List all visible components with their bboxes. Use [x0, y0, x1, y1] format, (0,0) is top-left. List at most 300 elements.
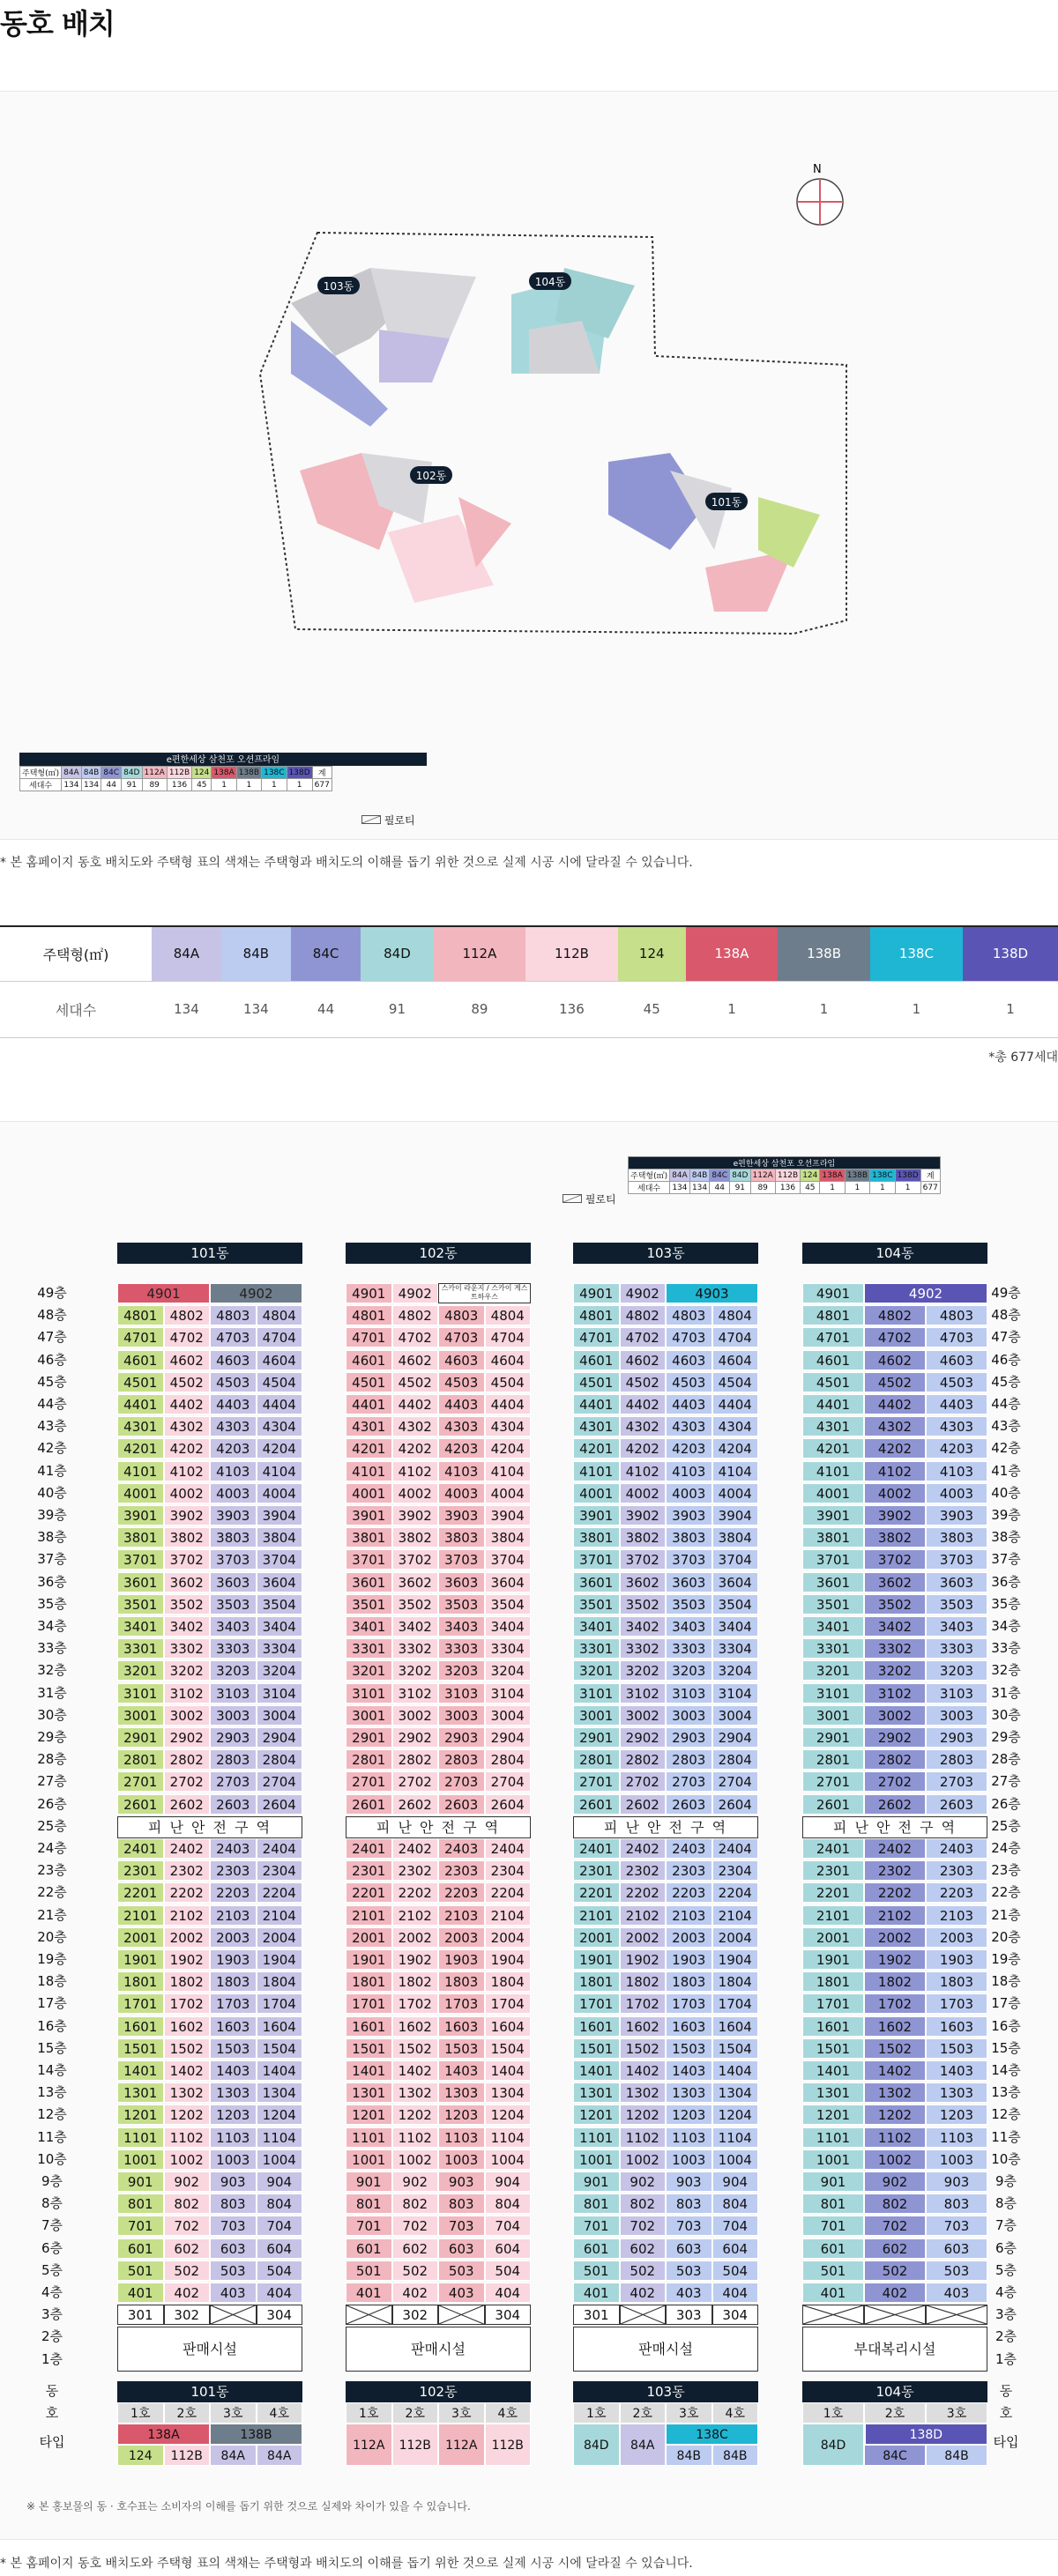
unit-cell: 1201: [802, 2105, 864, 2125]
unit-cell: 503: [666, 2260, 712, 2281]
unit-cell: 4503: [926, 1372, 987, 1392]
unit-cell: 3104: [712, 1683, 759, 1704]
unit-cell: 603: [926, 2238, 987, 2259]
ho-cell: 3호: [666, 2402, 712, 2424]
unit-cell: 2904: [485, 1727, 532, 1748]
ho-cell: 4호: [257, 2402, 303, 2424]
floor-label: 12층: [37, 2106, 67, 2123]
legend-count: 89: [750, 1182, 775, 1194]
type-table-label: 동: [45, 2383, 59, 2399]
unit-cell: 1004: [712, 2149, 759, 2170]
unit-cell: 504: [485, 2260, 532, 2281]
unit-cell: 1004: [485, 2149, 532, 2170]
legend-type: 138C: [870, 1169, 895, 1182]
refuge-zone: 피 난 안 전 구 역: [117, 1816, 302, 1838]
unit-cell: 3903: [666, 1505, 712, 1526]
floor-label: 9층: [41, 2173, 63, 2189]
unit-cell: 404: [485, 2283, 532, 2303]
unit-cell: 3402: [392, 1616, 439, 1637]
unit-cell: 3601: [117, 1572, 164, 1592]
unit-cell: 4803: [666, 1305, 712, 1325]
floor-label: 35층: [37, 1595, 67, 1612]
unit-cell: 4102: [164, 1461, 211, 1481]
unit-cell: 4103: [210, 1461, 257, 1481]
unit-cell: 2102: [620, 1905, 667, 1926]
legend-count: 44: [101, 779, 122, 791]
legend-type: 124: [192, 767, 212, 779]
unit-cell: 2801: [346, 1749, 392, 1770]
unit-cell: 1401: [346, 2060, 392, 2081]
unit-cell: 4101: [117, 1461, 164, 1481]
count-cell: 1: [870, 981, 963, 1037]
unit-cell: 704: [712, 2216, 759, 2236]
unit-cell: 2201: [573, 1882, 620, 1903]
unit-cell: 4202: [392, 1438, 439, 1459]
unit-cell: 802: [620, 2194, 667, 2214]
floor-label: 46층: [991, 1351, 1021, 1368]
unit-cell: 4504: [712, 1372, 759, 1392]
unit-cell: 2702: [864, 1771, 926, 1792]
unit-cell: 1302: [164, 2082, 211, 2103]
unit-cell: 4004: [257, 1483, 303, 1503]
unit-cell: 602: [392, 2238, 439, 2259]
unit-cell: 2402: [392, 1838, 439, 1859]
unit-cell: 1703: [666, 1993, 712, 2014]
unit-cell: 3501: [346, 1594, 392, 1615]
unit-cell: 1003: [926, 2149, 987, 2170]
unit-cell: 3603: [438, 1572, 485, 1592]
floor-label: 27층: [991, 1773, 1021, 1790]
unit-cell: 3702: [864, 1549, 926, 1570]
legend-type: 84C: [101, 767, 122, 779]
unit-cell: 4403: [210, 1394, 257, 1414]
legend-type: 112B: [775, 1169, 800, 1182]
legend-count: 1: [287, 779, 312, 791]
legend-type: 138B: [845, 1169, 869, 1182]
unit-cell: 1104: [712, 2127, 759, 2148]
unit-cell: 2302: [864, 1860, 926, 1881]
floor-label: 22층: [37, 1884, 67, 1901]
legend-count: 1: [895, 1182, 920, 1194]
ho-cell: 1호: [117, 2402, 164, 2424]
unit-cell: 1502: [864, 2038, 926, 2059]
unit-cell: 1601: [573, 2016, 620, 2037]
floor-label: 43층: [991, 1418, 1021, 1435]
floor-label: 14층: [37, 2062, 67, 2078]
unit-cell: 4204: [712, 1438, 759, 1459]
unit-cell: 2302: [392, 1860, 439, 1881]
type-cell: 84B: [926, 2445, 987, 2466]
count-cell: 1: [963, 981, 1058, 1037]
legend-count: 89: [142, 779, 167, 791]
floor-label: 31층: [991, 1684, 1021, 1701]
unit-cell: 1303: [666, 2082, 712, 2103]
unit-cell: 4704: [485, 1327, 532, 1347]
unit-cell: 3602: [392, 1572, 439, 1592]
unit-cell: 1903: [438, 1949, 485, 1970]
piloti-legend-2: 필로티: [563, 1191, 616, 1206]
unit-cell: 4302: [620, 1416, 667, 1436]
unit-cell: 4301: [117, 1416, 164, 1436]
unit-cell: 3601: [346, 1572, 392, 1592]
unit-cell: 2904: [257, 1727, 303, 1748]
legend-count: 1: [845, 1182, 869, 1194]
unit-cell: 1903: [210, 1949, 257, 1970]
floor-label: 26층: [991, 1795, 1021, 1812]
unit-cell: 602: [864, 2238, 926, 2259]
unit-cell: 2802: [620, 1749, 667, 1770]
unit-cell: 2803: [666, 1749, 712, 1770]
piloti-cell: [864, 2305, 926, 2325]
top-legend-table: e편한세상 삼천포 오션프라임 주택형(㎡) 84A 84B 84C 84D 112A 112B 124 138A 138B 138C 138D 계 세대수 134 134 44 91 89 136 45 1 1 1 1 677: [628, 1156, 941, 1194]
unit-cell: 4501: [117, 1372, 164, 1392]
unit-cell: 2303: [926, 1860, 987, 1881]
type-cell: 84B: [221, 926, 291, 981]
unit-cell: 2603: [926, 1794, 987, 1815]
legend-count: 134: [689, 1182, 710, 1194]
unit-cell: 1902: [620, 1949, 667, 1970]
unit-cell: 3304: [712, 1638, 759, 1659]
unit-cell: 3203: [210, 1660, 257, 1681]
unit-cell: 2603: [438, 1794, 485, 1815]
unit-cell: 4201: [802, 1438, 864, 1459]
unit-cell: 3102: [864, 1683, 926, 1704]
unit-cell: 2104: [257, 1905, 303, 1926]
unit-cell: 3203: [926, 1660, 987, 1681]
unit-cell: 1803: [438, 1971, 485, 1992]
floor-label: 32층: [991, 1662, 1021, 1679]
unit-cell: 502: [620, 2260, 667, 2281]
unit-cell: 1801: [573, 1971, 620, 1992]
unit-cell: 4102: [620, 1461, 667, 1481]
floor-label: 38층: [37, 1529, 67, 1546]
unit-cell: 604: [485, 2238, 532, 2259]
unit-cell: 1803: [210, 1971, 257, 1992]
unit-cell: 4302: [864, 1416, 926, 1436]
unit-cell: 1501: [802, 2038, 864, 2059]
unit-cell: 4203: [666, 1438, 712, 1459]
unit-cell: 4603: [666, 1350, 712, 1370]
floor-label: 19층: [991, 1951, 1021, 1967]
unit-cell: 1101: [802, 2127, 864, 2148]
unit-cell: 3201: [573, 1660, 620, 1681]
unit-cell: 3804: [712, 1527, 759, 1548]
unit-cell: 4002: [620, 1483, 667, 1503]
unit-cell: 1201: [346, 2105, 392, 2125]
unit-cell: 3203: [438, 1660, 485, 1681]
unit-cell: 2302: [620, 1860, 667, 1881]
unit-cell: 3103: [666, 1683, 712, 1704]
unit-cell: 1901: [117, 1949, 164, 1970]
unit-cell: 1303: [438, 2082, 485, 2103]
building-header-103: 103동: [573, 1243, 758, 1264]
unit-cell: 4001: [346, 1483, 392, 1503]
type-cell: 138B: [210, 2424, 302, 2445]
unit-cell: 3403: [926, 1616, 987, 1637]
unit-cell: 1904: [485, 1949, 532, 1970]
unit-cell: 2704: [712, 1771, 759, 1792]
floor-label: 4층: [995, 2284, 1017, 2300]
legend-count: 1: [262, 779, 287, 791]
unit-cell: 2002: [164, 1927, 211, 1948]
unit-cell: 4701: [573, 1327, 620, 1347]
label-103: 103동: [323, 280, 354, 293]
unit-cell: 4803: [438, 1305, 485, 1325]
floor-label: 40층: [37, 1484, 67, 1501]
type-table-104: [802, 2381, 987, 2466]
unit-cell: 603: [438, 2238, 485, 2259]
unit-cell: 1404: [257, 2060, 303, 2081]
unit-cell: 3804: [257, 1527, 303, 1548]
unit-cell: 904: [485, 2171, 532, 2192]
floor-label: 35층: [991, 1595, 1021, 1612]
unit-cell: 1503: [210, 2038, 257, 2059]
unit-cell: 2402: [164, 1838, 211, 1859]
type-table-header: 104동: [802, 2381, 987, 2402]
unit-cell: 801: [573, 2194, 620, 2214]
unit-cell: 3903: [926, 1505, 987, 1526]
unit-cell: 3802: [164, 1527, 211, 1548]
unit-cell: 404: [257, 2283, 303, 2303]
building-header-104: 104동: [802, 1243, 987, 1264]
floor-label: 9층: [995, 2173, 1017, 2189]
legend-type: 계: [920, 1169, 940, 1182]
floor-label: 16층: [991, 2017, 1021, 2034]
unit-cell: 2403: [926, 1838, 987, 1859]
floor-label: 11층: [37, 2128, 67, 2145]
type-cell: 138A: [117, 2424, 210, 2445]
unit-cell: 1203: [438, 2105, 485, 2125]
unit-cell: 2701: [573, 1771, 620, 1792]
floor-label: 5층: [995, 2261, 1017, 2278]
unit-cell: 2404: [485, 1838, 532, 1859]
floor-label: 41층: [37, 1462, 67, 1479]
unit-cell: 4602: [164, 1350, 211, 1370]
unit-cell: 1001: [117, 2149, 164, 2170]
unit-cell: 1302: [864, 2082, 926, 2103]
unit-cell: 4503: [210, 1372, 257, 1392]
floor-label: 44층: [991, 1396, 1021, 1412]
unit-cell: 3903: [210, 1505, 257, 1526]
unit-cell: 903: [210, 2171, 257, 2192]
unit-cell: 2401: [802, 1838, 864, 1859]
unit-cell: 1503: [438, 2038, 485, 2059]
unit-cell: 1704: [485, 1993, 532, 2014]
unit-cell: 3104: [485, 1683, 532, 1704]
legend-count: 134: [81, 779, 101, 791]
unit-cell: 2201: [346, 1882, 392, 1903]
piloti-cell: [346, 2305, 392, 2325]
unit-cell: 3801: [346, 1527, 392, 1548]
unit-cell: 3103: [210, 1683, 257, 1704]
unit-cell: 4801: [346, 1305, 392, 1325]
unit-cell: 3704: [712, 1549, 759, 1570]
unit-cell: 4602: [392, 1350, 439, 1370]
unit-cell: 4404: [712, 1394, 759, 1414]
unit-cell: 701: [117, 2216, 164, 2236]
unit-cell: 3101: [346, 1683, 392, 1704]
legend-count: 134: [62, 779, 82, 791]
unit-cell: 601: [346, 2238, 392, 2259]
unit-cell: 1604: [712, 2016, 759, 2037]
page-title: 동호 배치: [0, 7, 115, 41]
unit-cell: 2604: [485, 1794, 532, 1815]
unit-cell: 3801: [117, 1527, 164, 1548]
unit-cell: 3904: [257, 1505, 303, 1526]
unit-cell: 403: [666, 2283, 712, 2303]
unit-cell: 1404: [485, 2060, 532, 2081]
unit-cell: 1802: [864, 1971, 926, 1992]
unit-cell: 4004: [485, 1483, 532, 1503]
unit-cell: 2903: [666, 1727, 712, 1748]
unit-cell: 2304: [712, 1860, 759, 1881]
unit-cell: 4003: [438, 1483, 485, 1503]
ho-cell: 3호: [438, 2402, 485, 2424]
unit-cell: 3402: [620, 1616, 667, 1637]
floor-label: 34층: [37, 1618, 67, 1634]
label-104: 104동: [534, 276, 566, 288]
unit-cell: 4702: [864, 1327, 926, 1347]
floor-label: 18층: [991, 1973, 1021, 1990]
unit-cell: 4503: [666, 1372, 712, 1392]
unit-cell: 4501: [802, 1372, 864, 1392]
ho-cell: 1호: [573, 2402, 620, 2424]
unit-cell: 2404: [712, 1838, 759, 1859]
count-cell: 134: [221, 981, 291, 1037]
unit-cell: 4304: [485, 1416, 532, 1436]
floor-label: 4층: [41, 2284, 63, 2300]
unit-cell: 3003: [210, 1705, 257, 1726]
unit-cell: 804: [712, 2194, 759, 2214]
type-cell: 112B: [525, 926, 618, 981]
floor-label: 10층: [37, 2150, 67, 2167]
floor-label: 45층: [991, 1373, 1021, 1390]
unit-cell: 3204: [712, 1660, 759, 1681]
unit-cell: 3503: [210, 1594, 257, 1615]
unit-cell: 3803: [210, 1527, 257, 1548]
unit-cell: 3303: [926, 1638, 987, 1659]
unit-cell: 3502: [392, 1594, 439, 1615]
unit-cell: 401: [573, 2283, 620, 2303]
unit-cell: 1301: [573, 2082, 620, 2103]
unit-cell: 1904: [712, 1949, 759, 1970]
unit-cell: 402: [620, 2283, 667, 2303]
type-cell: 138D: [865, 2424, 987, 2445]
unit-cell: 4502: [864, 1372, 926, 1392]
unit-cell: 501: [346, 2260, 392, 2281]
unit-cell: 1802: [164, 1971, 211, 1992]
unit-cell: 2401: [117, 1838, 164, 1859]
floor-label: 44층: [37, 1396, 67, 1412]
unit-cell: 902: [864, 2171, 926, 2192]
floor-label: 3층: [41, 2306, 63, 2323]
unit-cell: 4003: [666, 1483, 712, 1503]
unit-cell: 2201: [802, 1882, 864, 1903]
type-table-label: 타입: [993, 2434, 1019, 2450]
unit-cell: 1901: [346, 1949, 392, 1970]
unit-cell: 2104: [485, 1905, 532, 1926]
unit-cell: 3803: [666, 1527, 712, 1548]
unit-cell: 3104: [257, 1683, 303, 1704]
floor-label: 27층: [37, 1773, 67, 1790]
floor-label: 3층: [995, 2306, 1017, 2323]
floor-label: 25층: [991, 1817, 1021, 1834]
unit-cell: 702: [164, 2216, 211, 2236]
unit-cell: 2602: [864, 1794, 926, 1815]
unit-cell: 901: [346, 2171, 392, 2192]
unit-cell: 1603: [438, 2016, 485, 2037]
unit-cell: 2402: [864, 1838, 926, 1859]
unit-cell: 703: [926, 2216, 987, 2236]
piloti-cell: [620, 2305, 667, 2325]
unit-cell: 1001: [802, 2149, 864, 2170]
floor-label: 1층: [41, 2350, 63, 2367]
unit-cell: 3102: [620, 1683, 667, 1704]
unit-cell: 2603: [210, 1794, 257, 1815]
unit-cell: 4702: [620, 1327, 667, 1347]
unit-cell: 4903: [666, 1283, 758, 1303]
unit-cell: 2903: [210, 1727, 257, 1748]
unit-cell: 2004: [485, 1927, 532, 1948]
unit-cell: 1603: [666, 2016, 712, 2037]
type-cell: 138D: [963, 926, 1058, 981]
floor-label: 37층: [37, 1551, 67, 1568]
unit-cell: 2704: [257, 1771, 303, 1792]
unit-cell: 3503: [438, 1594, 485, 1615]
unit-cell: 3602: [864, 1572, 926, 1592]
unit-cell: 2602: [164, 1794, 211, 1815]
unit-cell: 4504: [257, 1372, 303, 1392]
unit-cell: 1204: [712, 2105, 759, 2125]
ho-cell: 2호: [620, 2402, 667, 2424]
unit-cell: 1701: [573, 1993, 620, 2014]
unit-cell: 402: [864, 2283, 926, 2303]
color-notice: * 본 홈페이지 동호 배치도와 주택형 표의 색채는 주택형과 배치도의 이해를 돕기 위한 것으로 실제 시공 시에 달라질 수 있습니다.: [0, 856, 693, 870]
unit-cell: 3901: [346, 1505, 392, 1526]
unit-cell: 1604: [485, 2016, 532, 2037]
unit-cell: 303: [666, 2305, 712, 2325]
unit-cell: 4001: [117, 1483, 164, 1503]
unit-cell: 1002: [864, 2149, 926, 2170]
floor-label: 29층: [991, 1729, 1021, 1745]
unit-cell: 1502: [620, 2038, 667, 2059]
unit-cell: 604: [257, 2238, 303, 2259]
type-cell: 112B: [485, 2424, 532, 2466]
unit-cell: 2302: [164, 1860, 211, 1881]
unit-cell: 1902: [864, 1949, 926, 1970]
floor-label: 38층: [991, 1529, 1021, 1546]
unit-cell: 4602: [864, 1350, 926, 1370]
unit-cell: 3604: [257, 1572, 303, 1592]
unit-cell: 4103: [926, 1461, 987, 1481]
unit-cell: 2903: [438, 1727, 485, 1748]
unit-cell: 2804: [712, 1749, 759, 1770]
unit-cell: 1303: [926, 2082, 987, 2103]
unit-cell: 3802: [620, 1527, 667, 1548]
unit-cell: 1404: [712, 2060, 759, 2081]
unit-cell: 3002: [620, 1705, 667, 1726]
unit-cell: 3403: [666, 1616, 712, 1637]
label-102: 102동: [415, 470, 447, 482]
unit-cell: 3301: [802, 1638, 864, 1659]
floor-label: 7층: [995, 2217, 1017, 2234]
floor-label: 29층: [37, 1729, 67, 1745]
unit-cell: 1001: [346, 2149, 392, 2170]
unit-cell: 2802: [864, 1749, 926, 1770]
unit-cell: 1904: [257, 1949, 303, 1970]
unit-cell: 2301: [117, 1860, 164, 1881]
legend-type: 138A: [212, 767, 236, 779]
